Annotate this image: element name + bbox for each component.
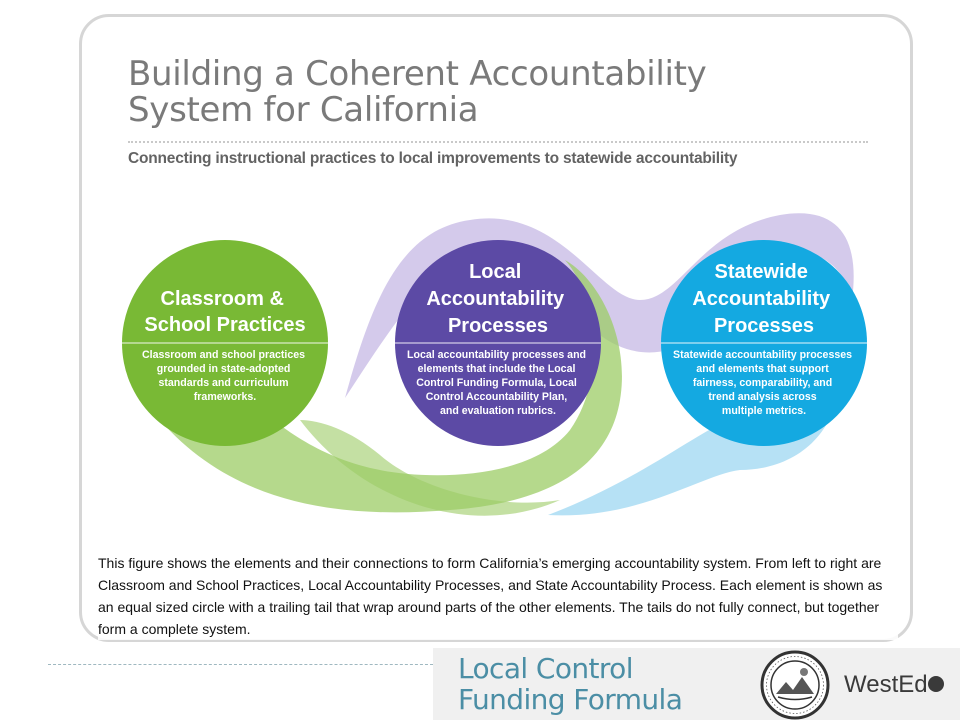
figure-caption: This figure shows the elements and their connections to form California’s emerging accountability system. From left to right are Classroom and School Practices, Local Accountability Processes, and State Accountability Process. Each element is shown as an equal sized circle with a trailing tail that wrap around parts of the other elements. The tails do not fully connect, but together form a complete system. [98,552,898,640]
local-title-line: Accountability [426,288,565,310]
classroom-title-line: School Practices [144,314,306,336]
local-desc-line: Control Funding Formula, Local [416,377,577,389]
statewide-desc-line: fairness, comparability, and [692,377,833,389]
local-desc-line: and evaluation rubrics. [440,405,556,417]
local-desc-line: Control Accountability Plan, [425,391,568,403]
classroom-desc-line: frameworks. [193,391,257,403]
statewide-desc-line: and elements that support [696,363,829,375]
statewide-title-line: Accountability [692,288,831,310]
statewide-desc-line: Statewide accountability processes [673,349,853,361]
local-desc-line: elements that include the Local [417,363,576,375]
local-title-line: Local [469,261,522,283]
wested-logo: WestEd [844,671,928,698]
statewide-title-line: Statewide [714,261,808,283]
classroom-desc-line: grounded in state-adopted [156,363,291,375]
slide-subtitle: Connecting instructional practices to local improvements to statewide accountability [128,150,738,167]
classroom-desc-line: Classroom and school practices [141,349,306,361]
title-line-1: Building a Coherent Accountability [128,54,707,94]
statewide-desc-line: multiple metrics. [721,405,807,417]
classroom-desc-line: standards and curriculum [158,377,289,389]
title-line-2: System for California [128,90,479,130]
state-board-seal-icon [760,650,830,720]
lcff-logo-line-2: Funding Formula [458,683,683,716]
wested-dot-icon [928,676,944,692]
statewide-desc-line: trend analysis across [708,391,817,403]
local-title-line: Processes [447,315,549,337]
lcff-logo-line-1: Local Control [458,652,633,685]
classroom-title-line: Classroom & [160,288,284,310]
local-desc-line: Local accountability processes and [407,349,587,361]
statewide-title-line: Processes [713,315,815,337]
footer-divider [48,664,433,665]
